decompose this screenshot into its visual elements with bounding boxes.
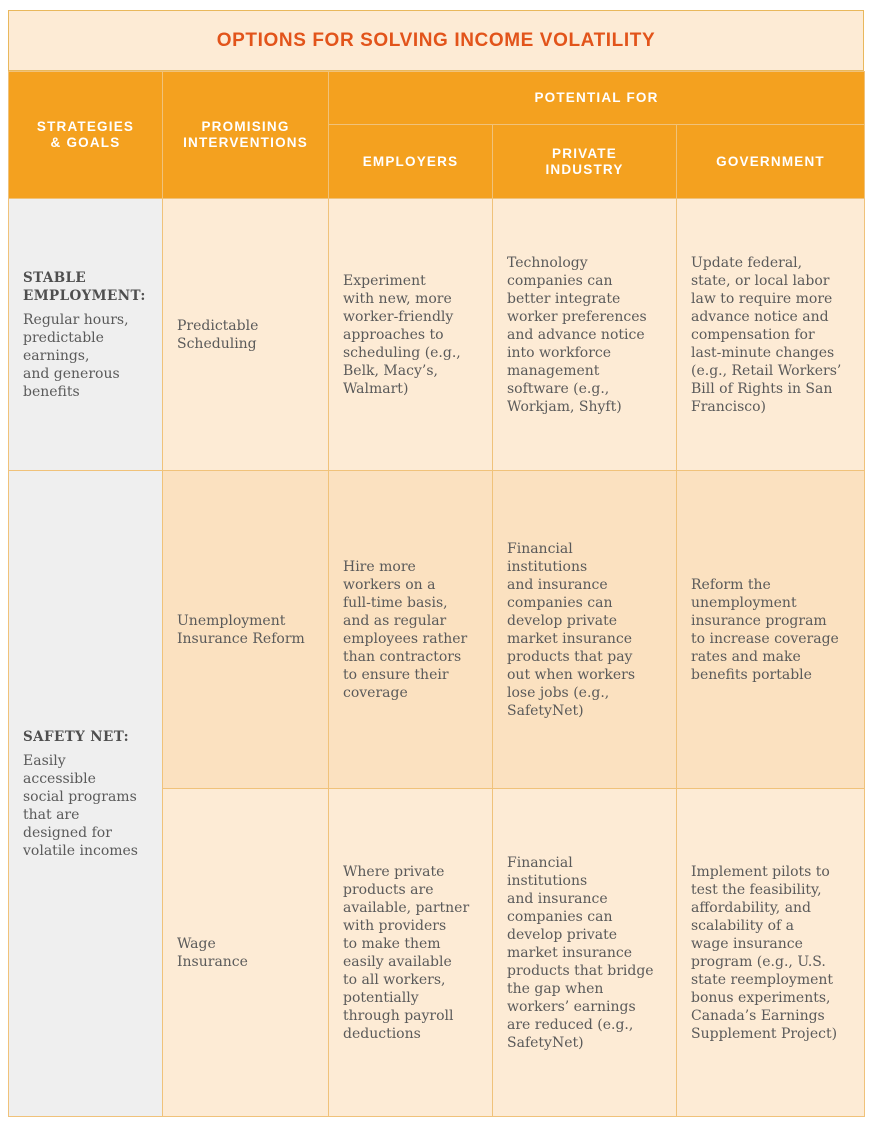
header-strategies: STRATEGIES & GOALS <box>9 72 163 199</box>
intervention-cell: Wage Insurance <box>163 789 329 1117</box>
private-industry-cell: Financial institutions and insurance companies can develop private market insurance products that pay out when workers lose jobs (e.g., SafetyNet) <box>493 471 677 789</box>
options-table <box>8 71 865 1117</box>
private-industry-cell: Technology companies can better integrate worker preferences and advance notice into workforce management software (e.g., Workjam, Shyft) <box>493 199 677 471</box>
intervention-cell: Predictable Scheduling <box>163 199 329 471</box>
header-government: GOVERNMENT <box>677 125 865 199</box>
strategy-description: Regular hours, predictable earnings, and generous benefits <box>23 311 129 400</box>
header-private-industry: PRIVATE INDUSTRY <box>493 125 677 199</box>
private-industry-cell: Financial institutions and insurance companies can develop private market insurance products that bridge the gap when workers’ earnings are reduced (e.g., SafetyNet) <box>493 789 677 1117</box>
government-cell: Update federal, state, or local labor law to require more advance notice and compensation for last-minute changes (e.g., Retail Workers’ Bill of Rights in San Francisco) <box>677 199 865 471</box>
header-interventions: PROMISING INTERVENTIONS <box>163 72 329 199</box>
table-title: OPTIONS FOR SOLVING INCOME VOLATILITY <box>8 10 864 71</box>
employers-cell: Experiment with new, more worker-friendly approaches to scheduling (e.g., Belk, Macy’s, Walmart) <box>329 199 493 471</box>
intervention-cell: Unemployment Insurance Reform <box>163 471 329 789</box>
table-row <box>9 471 865 789</box>
strategy-title: SAFETY NET: <box>23 728 130 745</box>
strategy-description: Easily accessible social programs that are designed for volatile incomes <box>23 752 138 859</box>
employers-cell: Hire more workers on a full-time basis, and as regular employees rather than contractors to ensure their coverage <box>329 471 493 789</box>
header-potential-for: POTENTIAL FOR <box>329 72 865 125</box>
strategy-stable-employment <box>9 199 163 471</box>
strategy-title: STABLE EMPLOYMENT: <box>23 269 146 304</box>
header-employers: EMPLOYERS <box>329 125 493 199</box>
strategy-safety-net <box>9 471 163 1117</box>
government-cell: Implement pilots to test the feasibility, affordability, and scalability of a wage insurance program (e.g., U.S. state reemployment bonus experiments, Canada’s Earnings Supplement Project) <box>677 789 865 1117</box>
employers-cell: Where private products are available, partner with providers to make them easily available to all workers, potentially through payroll deductions <box>329 789 493 1117</box>
government-cell: Reform the unemployment insurance program to increase coverage rates and make benefits portable <box>677 471 865 789</box>
table-row <box>9 199 865 471</box>
